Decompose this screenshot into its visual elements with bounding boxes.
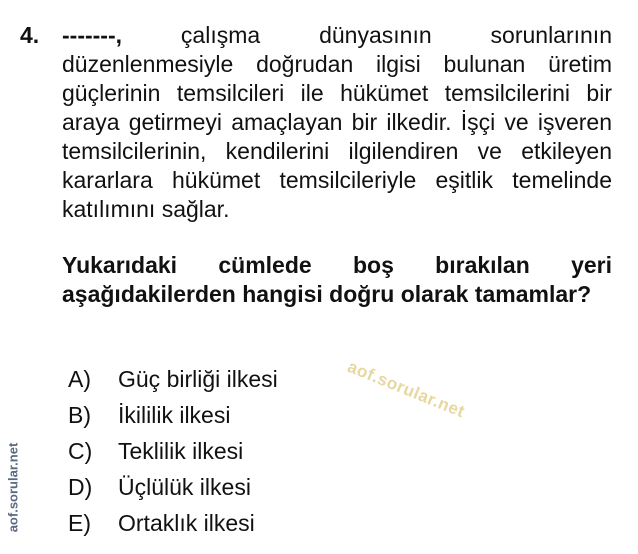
option-letter: D) bbox=[68, 474, 93, 500]
option-e[interactable] bbox=[68, 505, 278, 541]
option-c[interactable] bbox=[68, 433, 278, 469]
option-a[interactable] bbox=[68, 361, 278, 397]
option-letter: A) bbox=[68, 366, 91, 392]
question-blank: -------, bbox=[62, 22, 123, 48]
option-text: Teklilik ilkesi bbox=[118, 438, 244, 464]
option-text: İkililik ilkesi bbox=[118, 402, 231, 428]
option-d[interactable] bbox=[68, 469, 278, 505]
option-text: Ortaklık ilkesi bbox=[118, 510, 255, 536]
answer-options bbox=[68, 361, 278, 541]
watermark-center: aof.sorular.net bbox=[344, 357, 468, 422]
watermark-side: aof.sorular.net bbox=[5, 442, 21, 533]
question-number: 4. bbox=[20, 22, 40, 48]
option-letter: B) bbox=[68, 402, 91, 428]
option-text: Güç birliği ilkesi bbox=[118, 366, 278, 392]
option-b[interactable] bbox=[68, 397, 278, 433]
option-letter: C) bbox=[68, 438, 93, 464]
question-body: çalışma dünyasının sorunlarının düzenlenmesiyle doğrudan ilgisi bulunan üretim güçlerinin temsilcileri ile hükümet temsilcilerini bir araya getirmeyi amaçlayan bir ilkedir. İşçi ve işveren temsilcilerinin, kendilerini ilgilendiren ve etkileyen kararlara hükümet temsilcileriyle eşitlik temelinde katılımını sağlar. bbox=[62, 22, 612, 222]
option-letter: E) bbox=[68, 510, 91, 536]
question-prompt: Yukarıdaki cümlede boş bırakılan yeri aşağıdakilerden hangisi doğru olarak tamamlar? bbox=[62, 252, 612, 307]
question-text bbox=[62, 21, 612, 224]
option-text: Üçlülük ilkesi bbox=[118, 474, 251, 500]
